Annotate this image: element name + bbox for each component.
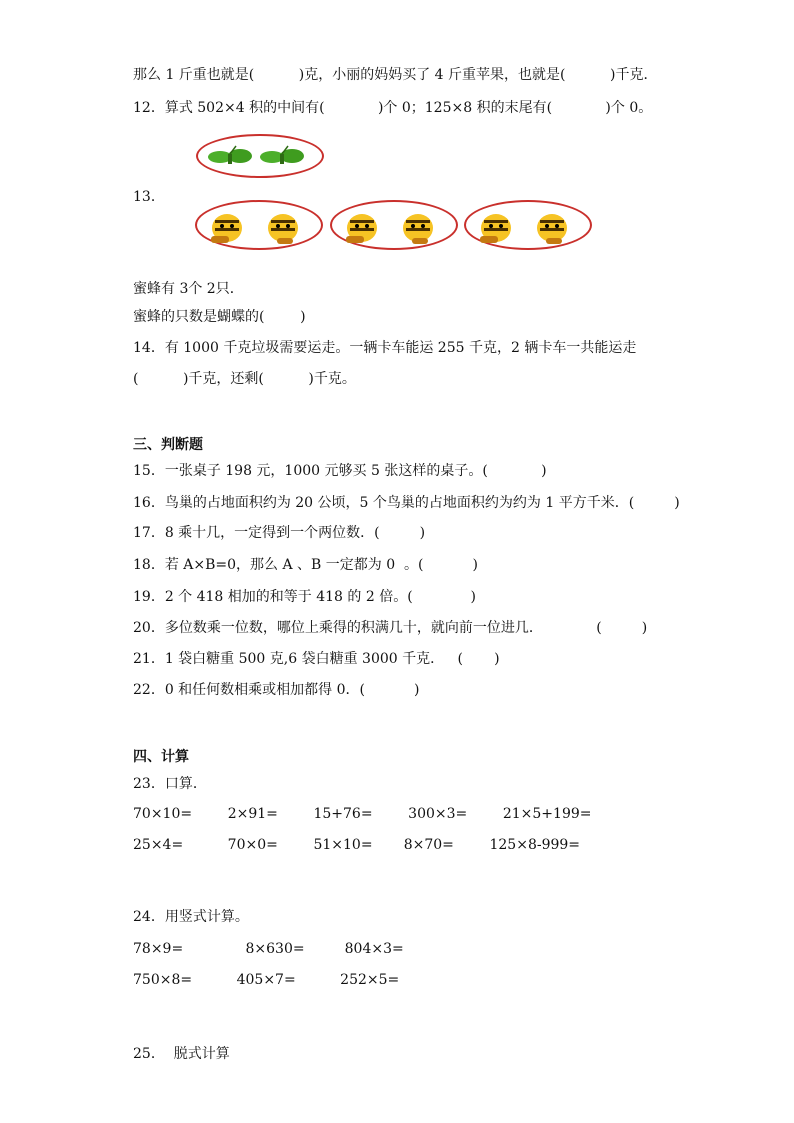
- bee-group-2: [330, 200, 458, 250]
- bee-icon: [268, 214, 298, 244]
- question-21: 21．1 袋白糖重 500 克,6 袋白糖重 3000 千克． ( ): [133, 651, 500, 667]
- butterfly-group: [196, 134, 324, 178]
- mental-calc-row-1: 70×10= 2×91= 15+76= 300×3= 21×5+199=: [133, 806, 592, 822]
- question-13: 13．: [133, 189, 165, 205]
- question-22: 22．0 和任何数相乘或相加都得 0．( ): [133, 682, 420, 698]
- question-14-cont: ( )千克，还剩( )千克。: [133, 371, 356, 387]
- question-20: 20．多位数乘一位数，哪位上乘得的积满几十，就向前一位进几． ( ): [133, 620, 648, 636]
- question-18: 18．若 A×B=0，那么 A 、B 一定都为 0 。( ): [133, 557, 478, 573]
- bee-icon: [480, 214, 511, 243]
- vertical-calc-row-2: 750×8= 405×7= 252×5=: [133, 972, 400, 988]
- question-15: 15．一张桌子 198 元，1000 元够买 5 张这样的桌子。( ): [133, 463, 547, 479]
- question-19: 19．2 个 418 相加的和等于 418 的 2 倍。( ): [133, 589, 476, 605]
- question-23: 23．口算．: [133, 776, 207, 792]
- bee-icon: [537, 214, 567, 244]
- question-12: 12．算式 502×4 积的中间有( )个 0；125×8 积的末尾有( )个 0。: [133, 100, 653, 116]
- q11-continuation: 那么 1 斤重也就是( )克，小丽的妈妈买了 4 斤重苹果，也就是( )千克．: [133, 67, 658, 83]
- mental-calc-row-2: 25×4= 70×0= 51×10= 8×70= 125×8-999=: [133, 837, 581, 853]
- question-16: 16．鸟巢的占地面积约为 20 公顷，5 个鸟巢的占地面积约为约为 1 平方千米．( ): [133, 495, 680, 511]
- question-25: 25． 脱式计算: [133, 1046, 230, 1062]
- bee-icon: [346, 214, 377, 243]
- bee-icon: [211, 214, 242, 243]
- butterfly-icons: [198, 136, 322, 176]
- bee-count-text: 蜜蜂有 3个 2只．: [133, 281, 244, 297]
- butterfly-icon: [208, 146, 252, 164]
- bee-group-3: [464, 200, 592, 250]
- question-14: 14．有 1000 千克垃圾需要运走。一辆卡车能运 255 千克，2 辆卡车一共能运走: [133, 340, 637, 356]
- section-calculation-title: 四、计算: [133, 749, 189, 765]
- question-17: 17．8 乘十几，一定得到一个两位数．( ): [133, 525, 426, 541]
- vertical-calc-row-1: 78×9= 8×630= 804×3=: [133, 941, 404, 957]
- bee-group-1: [195, 200, 323, 250]
- bee-icon: [403, 214, 433, 244]
- bee-ratio-text: 蜜蜂的只数是蝴蝶的( ): [133, 309, 306, 325]
- question-24: 24．用竖式计算。: [133, 909, 249, 925]
- section-judgement-title: 三、判断题: [133, 437, 203, 453]
- butterfly-icon: [260, 146, 304, 164]
